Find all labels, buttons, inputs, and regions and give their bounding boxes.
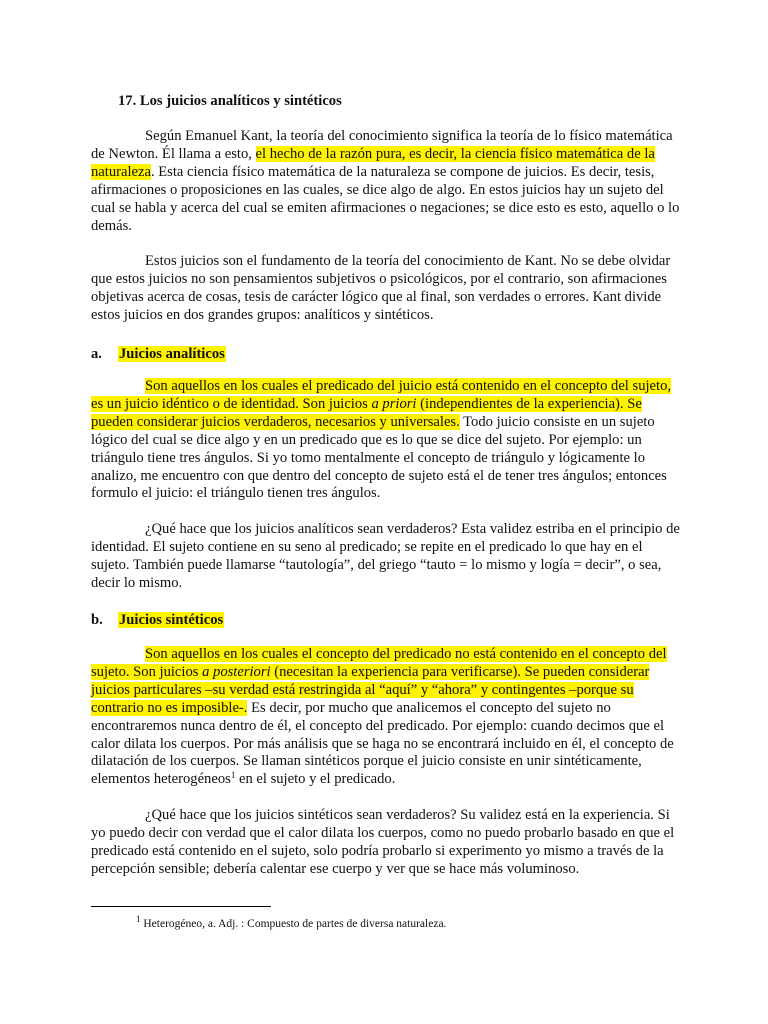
paragraph-analiticos-validez: ¿Qué hace que los juicios analíticos sean verdaderos? Esta validez estriba en el principio de identidad. El sujeto contiene en su seno al predicado; se repite en el predicado lo que hay en el sujeto. También puede llamarse “tautología”, del griego “tauto = lo mismo y logía = decir”, o sea, decir lo mismo. — [91, 521, 680, 591]
footnote-separator — [91, 906, 271, 907]
paragraph-sinteticos-validez: ¿Qué hace que los juicios sintéticos sean verdaderos? Su validez está en la experiencia. Si yo puedo decir con verdad que el calor dilata los cuerpos, como no puedo probarlo basado en que el predicado está contenido en el sujeto, solo podría probarlo si experimento yo mismo a través de la percepción sensible; debería calentar ese cuerpo y ver que se hace más voluminoso. — [91, 807, 675, 877]
footnote: $^1$ Heterogéneo, a. Adj. : Compuesto de partes de diversa naturaleza. — [136, 914, 447, 930]
subheading-sinteticos: b. Juicios sintéticos — [91, 612, 224, 628]
subheading-analiticos: a. Juicios analíticos — [91, 346, 225, 362]
paragraph-analiticos-definicion: Son aquellos en los cuales el predicado del juicio está contenido en el concepto del sujeto, es un juicio idéntico o de identidad. Son juicios a priori (independientes de la experiencia). Se pueden considerar juicios verdaderos, necesarios y universales. Todo juicio consiste en un sujeto lógico del cual se dice algo y en un predicado que es lo que se dice del sujeto. Por ejemplo: un triángulo tiene tres ángulos. Si yo tomo mentalmente el concepto de triángulo y lógicamente lo analizo, me encuentro con que dentro del concepto de sujeto está el de tener tres ángulos; entonces formulo el juicio: el triángulo tienen tres ángulos. — [91, 378, 672, 502]
paragraph-sinteticos-definicion: Son aquellos en los cuales el concepto del predicado no está contenido en el concepto del sujeto. Son juicios a posteriori (necesitan la experiencia para verificarse). Se pueden considerar juicios particulares –su verdad está restringida al “aquí” y “ahora” y contingentes –porque su contrario no es imposible-. Es decir, por mucho que analicemos el concepto del sujeto no encontraremos nunca dentro de él, el concepto del predicado. Por ejemplo: cuando decimos que el calor dilata los cuerpos. Por más análisis que se haga no se encontrará incluido en él, el concepto de dilatación de los cuerpos. Se llaman sintéticos porque el juicio consiste en unir sintéticamente, elementos heterogéneos$^1$ en el sujeto y el predicado. — [91, 646, 674, 788]
highlighted-text: Son aquellos en los cuales el concepto del predicado no está contenido en el concepto del sujeto. Son juicios a posteriori (necesitan la experiencia para verificarse). Se pueden considerar juicios particulares –su verdad está restringida al “aquí” y “ahora” y contingentes –porque su contrario no es imposible-. — [91, 646, 667, 716]
paragraph-juicios-fundamento: Estos juicios son el fundamento de la teoría del conocimiento de Kant. No se debe olvidar que estos juicios no son pensamientos subjetivos o psicológicos, por el contrario, son afirmaciones objetivas acerca de cosas, tesis de carácter lógico que al final, son verdades o errores. Kant divide estos juicios en dos grandes grupos: analíticos y sintéticos. — [91, 253, 671, 323]
highlighted-text: Son aquellos en los cuales el predicado del juicio está contenido en el concepto del sujeto, es un juicio idéntico o de identidad. Son juicios a priori (independientes de la experiencia). Se pueden considerar juicios verdaderos, necesarios y universales. — [91, 378, 672, 430]
paragraph-kant-intro: Según Emanuel Kant, la teoría del conocimiento significa la teoría de lo físico matemática de Newton. Él llama a esto, el hecho de la razón pura, es decir, la ciencia físico matemática de la naturaleza. Esta ciencia físico matemática de la naturaleza se compone de juicios. Es decir, tesis, afirmaciones o proposiciones en las cuales, se dice algo de algo. En estos juicios hay un sujeto del cual se habla y acerca del cual se emiten afirmaciones o negaciones; se dice esto es esto, aquello o lo demás. — [91, 128, 680, 234]
highlighted-text: el hecho de la razón pura, es decir, la ciencia físico matemática de la naturaleza — [91, 145, 655, 180]
footnote-reference[interactable]: 1 — [230, 770, 236, 781]
section-title: 17. Los juicios analíticos y sintéticos — [118, 93, 342, 109]
